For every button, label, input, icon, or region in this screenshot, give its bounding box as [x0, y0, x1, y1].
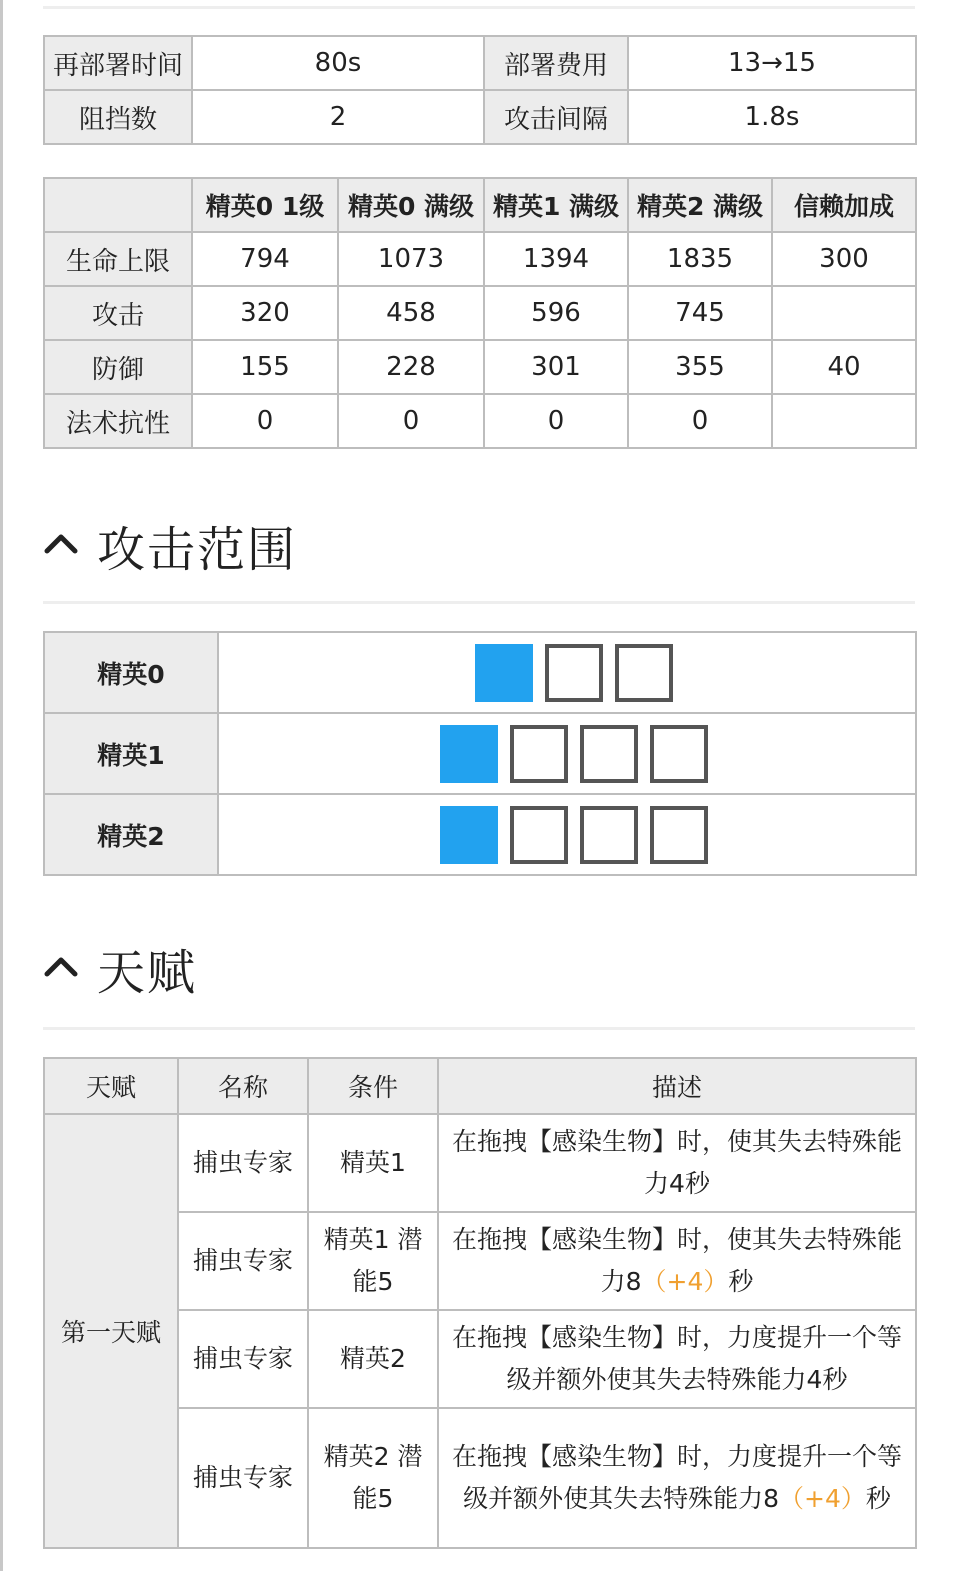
condition-line: 能5	[352, 1267, 394, 1296]
chevron-up-icon	[43, 527, 79, 563]
column-header: 描述	[438, 1058, 916, 1114]
table-cell: 1394	[484, 232, 628, 286]
description-text: 在拖拽【感染生物】时，使其失去特殊能力8	[451, 1225, 902, 1296]
table-cell: 300	[772, 232, 916, 286]
bonus-value: （+4）	[641, 1267, 729, 1296]
block-count-value: 2	[192, 90, 484, 144]
table-cell: 458	[338, 286, 484, 340]
attack-range-tile	[510, 806, 568, 864]
table-row	[44, 1114, 916, 1212]
condition-line: 精英2 潜	[323, 1442, 423, 1471]
attack-interval-label: 攻击间隔	[484, 90, 628, 144]
table-cell	[772, 394, 916, 448]
condition-line: 精英2	[340, 1344, 406, 1373]
redeploy-time-label: 再部署时间	[44, 36, 192, 90]
table-cell: 355	[628, 340, 772, 394]
column-header: 精英0 1级	[192, 178, 338, 232]
column-header: 信赖加成	[772, 178, 916, 232]
operator-position-cell	[440, 725, 498, 783]
talent-description	[438, 1408, 916, 1548]
table-cell: 596	[484, 286, 628, 340]
row-label: 攻击	[44, 286, 192, 340]
attack-range-title: 攻击范围	[97, 521, 298, 578]
redeploy-time-value: 80s	[192, 36, 484, 90]
column-header: 精英2 满级	[628, 178, 772, 232]
row-label: 生命上限	[44, 232, 192, 286]
table-cell	[772, 286, 916, 340]
column-header: 天赋	[44, 1058, 178, 1114]
range-row-label: 精英0	[44, 632, 218, 713]
table-row	[44, 632, 916, 713]
attack-range-tile	[580, 806, 638, 864]
table-row	[44, 36, 916, 90]
block-count-label: 阻挡数	[44, 90, 192, 144]
description-suffix: 秒	[865, 1484, 891, 1513]
talent-name: 捕虫专家	[178, 1408, 308, 1548]
table-cell: 228	[338, 340, 484, 394]
range-grid-cell	[218, 632, 916, 713]
condition-line: 能5	[352, 1484, 394, 1513]
table-row	[44, 286, 916, 340]
attack-range-tile	[545, 644, 603, 702]
description-text: 在拖拽【感染生物】时，使其失去特殊能力4秒	[451, 1127, 902, 1198]
talent-group-label: 第一天赋	[44, 1114, 178, 1548]
table-row	[44, 90, 916, 144]
table-cell: 0	[484, 394, 628, 448]
column-header: 精英1 满级	[484, 178, 628, 232]
attack-range-tile	[580, 725, 638, 783]
attributes-table	[43, 177, 917, 449]
section-divider	[43, 601, 915, 604]
range-grid	[226, 644, 922, 702]
column-header: 条件	[308, 1058, 438, 1114]
table-row	[44, 713, 916, 794]
table-row	[44, 794, 916, 875]
talent-condition	[308, 1114, 438, 1212]
talent-name: 捕虫专家	[178, 1310, 308, 1408]
description-text: 在拖拽【感染生物】时，力度提升一个等级并额外使其失去特殊能力8	[451, 1442, 902, 1513]
talent-condition	[308, 1408, 438, 1548]
table-header-row	[44, 1058, 916, 1114]
talent-condition	[308, 1310, 438, 1408]
base-stats-table	[43, 35, 917, 145]
range-grid	[226, 806, 922, 864]
table-cell: 301	[484, 340, 628, 394]
attack-interval-value: 1.8s	[628, 90, 916, 144]
table-cell: 794	[192, 232, 338, 286]
range-grid-cell	[218, 713, 916, 794]
talent-name: 捕虫专家	[178, 1114, 308, 1212]
talent-title: 天赋	[97, 944, 198, 1001]
condition-line: 精英1 潜	[323, 1225, 423, 1254]
chevron-up-icon	[43, 950, 79, 986]
attack-range-tile	[650, 806, 708, 864]
range-grid-cell	[218, 794, 916, 875]
table-row	[44, 232, 916, 286]
row-label: 防御	[44, 340, 192, 394]
talent-table	[43, 1057, 917, 1549]
range-grid	[226, 725, 922, 783]
section-divider	[43, 1027, 915, 1030]
description-text: 在拖拽【感染生物】时，力度提升一个等级并额外使其失去特殊能力4秒	[451, 1323, 902, 1394]
table-cell: 0	[338, 394, 484, 448]
operator-position-cell	[475, 644, 533, 702]
operator-position-cell	[440, 806, 498, 864]
talent-description	[438, 1114, 916, 1212]
table-row	[44, 394, 916, 448]
top-divider	[43, 6, 915, 9]
talent-name: 捕虫专家	[178, 1212, 308, 1310]
deploy-cost-label: 部署费用	[484, 36, 628, 90]
table-row	[44, 340, 916, 394]
row-label: 法术抗性	[44, 394, 192, 448]
attack-range-tile	[510, 725, 568, 783]
corner-cell	[44, 178, 192, 232]
range-row-label: 精英2	[44, 794, 218, 875]
deploy-cost-value: 13→15	[628, 36, 916, 90]
description-suffix: 秒	[728, 1267, 754, 1296]
table-cell: 1835	[628, 232, 772, 286]
talent-condition	[308, 1212, 438, 1310]
table-cell: 0	[192, 394, 338, 448]
attack-range-tile	[650, 725, 708, 783]
table-cell: 320	[192, 286, 338, 340]
talent-description	[438, 1212, 916, 1310]
attack-range-tile	[615, 644, 673, 702]
bonus-value: （+4）	[779, 1484, 866, 1513]
range-row-label: 精英1	[44, 713, 218, 794]
table-header-row	[44, 178, 916, 232]
talent-section-toggle[interactable]	[43, 938, 198, 1001]
column-header: 名称	[178, 1058, 308, 1114]
table-cell: 40	[772, 340, 916, 394]
attack-range-section-toggle[interactable]	[43, 515, 298, 578]
table-cell: 745	[628, 286, 772, 340]
talent-description	[438, 1310, 916, 1408]
attack-range-table	[43, 631, 917, 876]
table-cell: 0	[628, 394, 772, 448]
left-edge-divider	[0, 0, 3, 1571]
table-cell: 155	[192, 340, 338, 394]
condition-line: 精英1	[340, 1148, 406, 1177]
column-header: 精英0 满级	[338, 178, 484, 232]
table-cell: 1073	[338, 232, 484, 286]
